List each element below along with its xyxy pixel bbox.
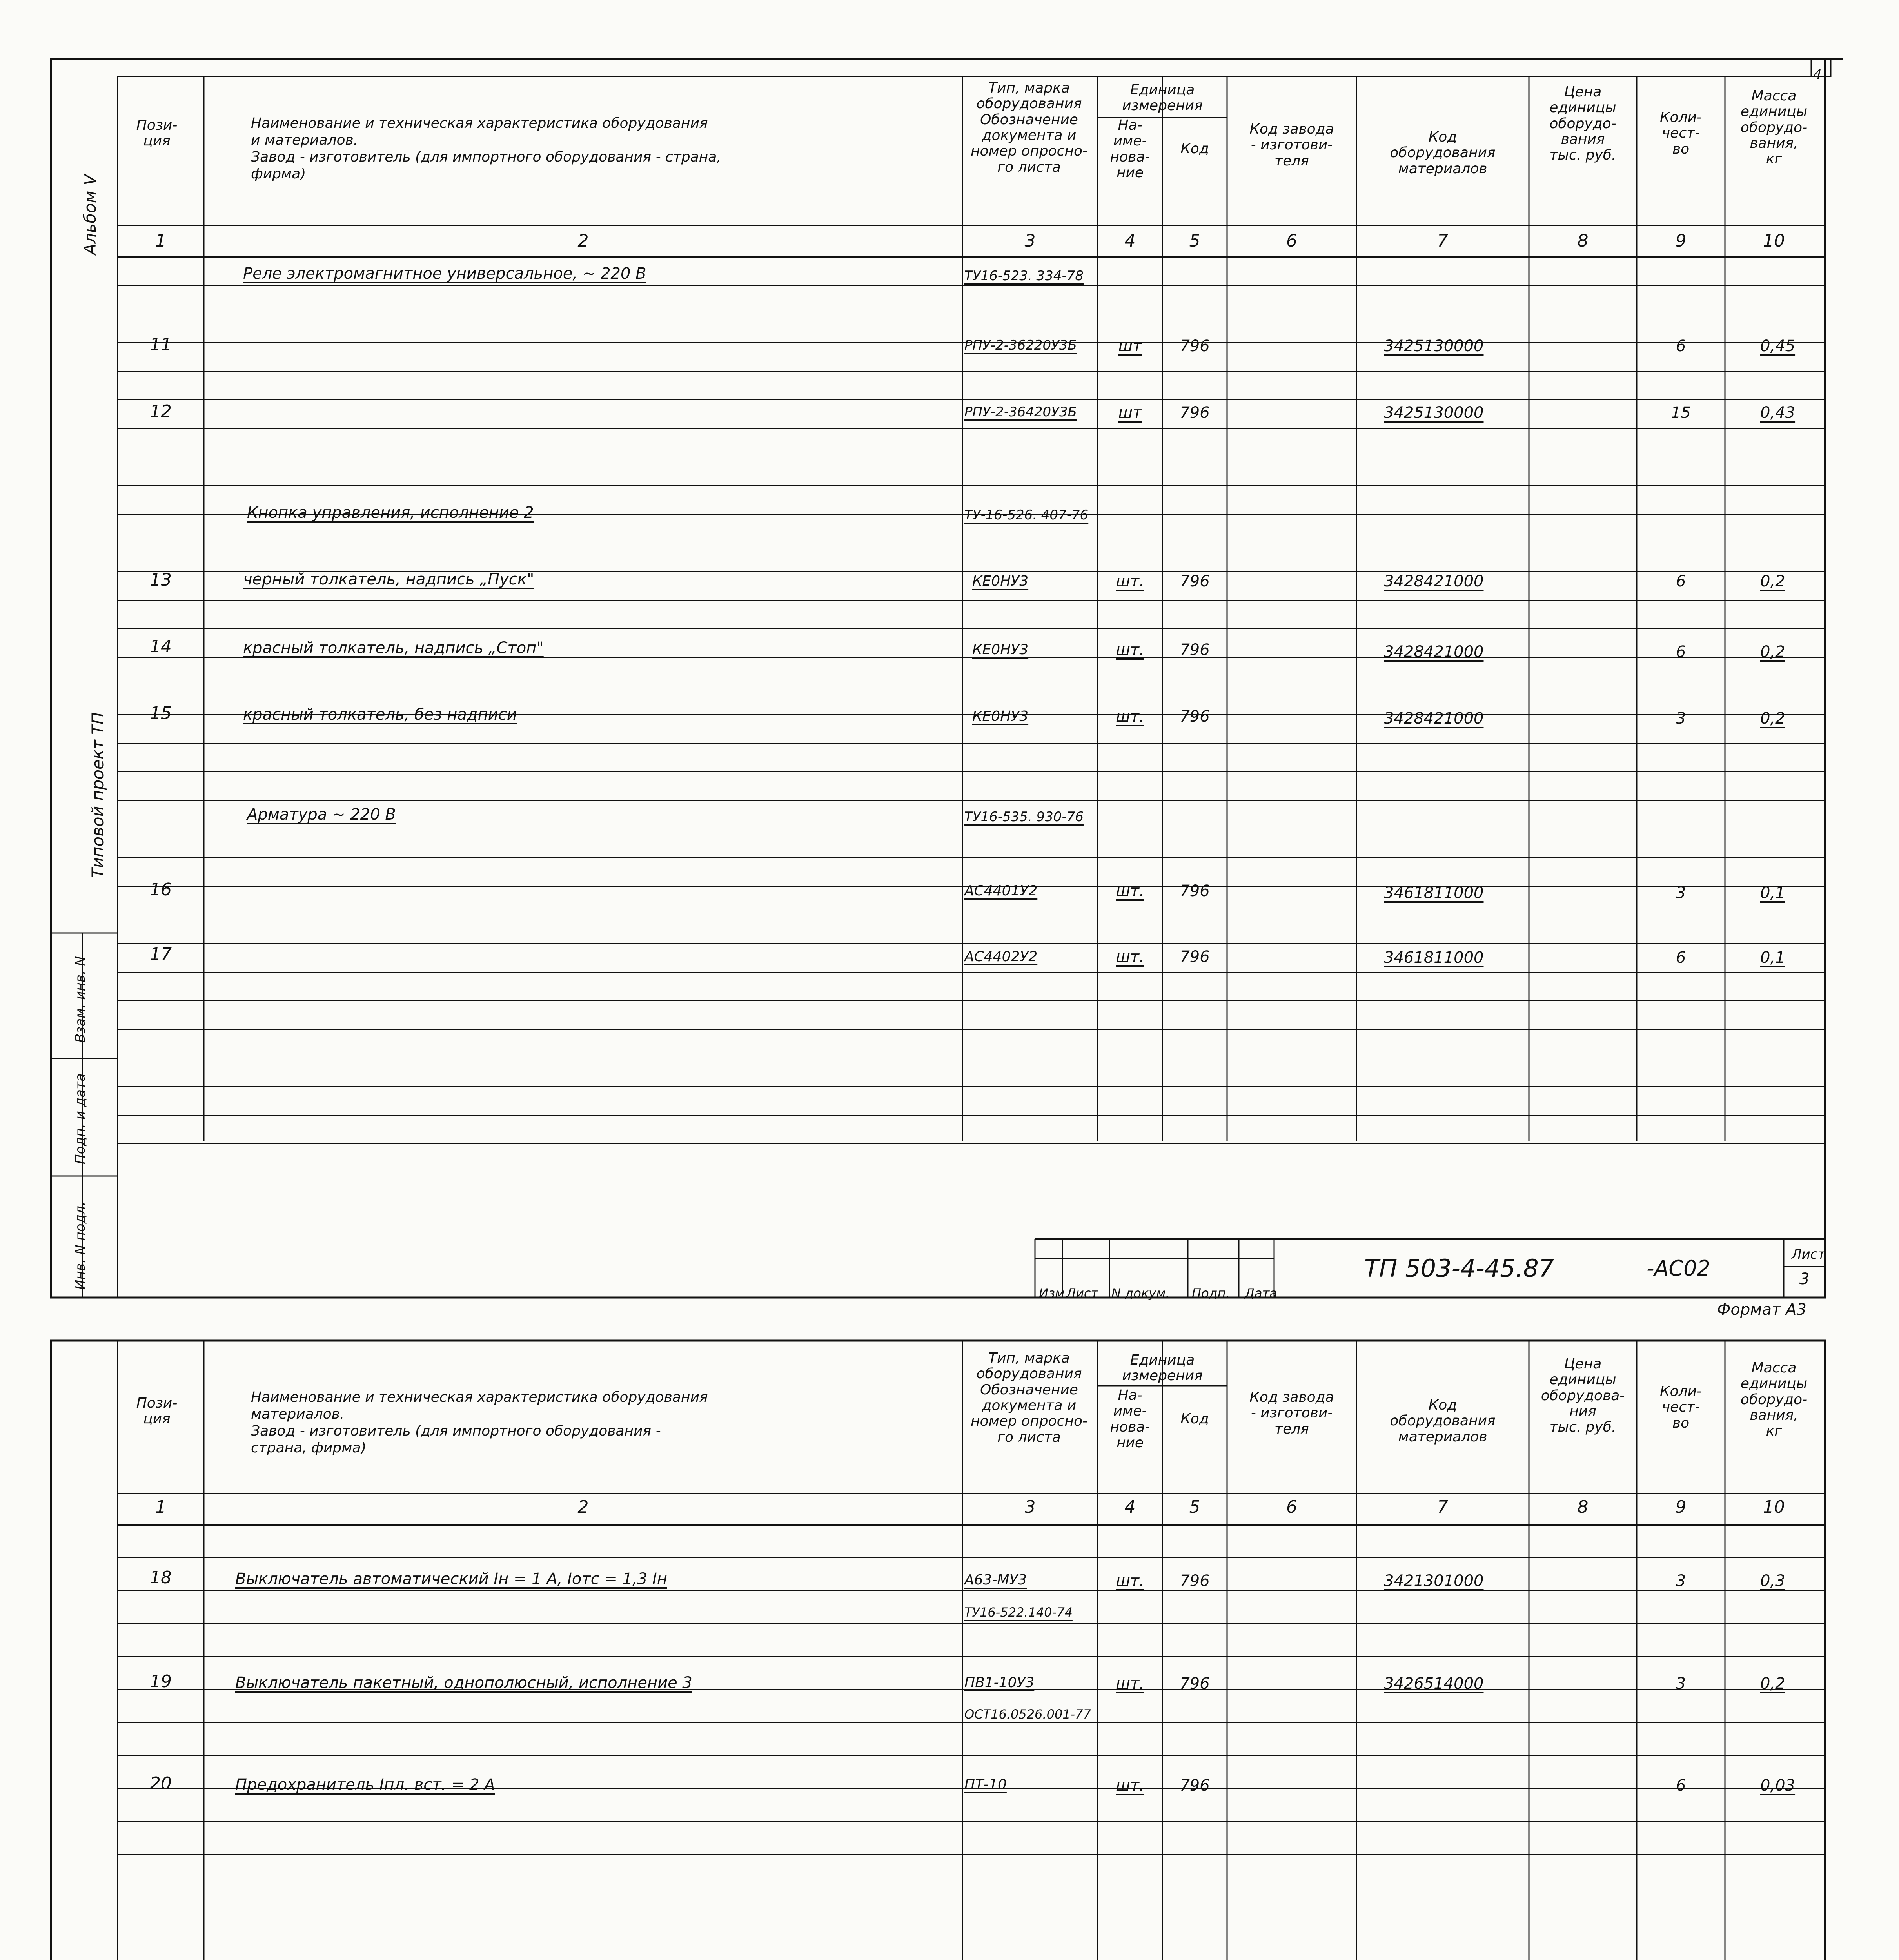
header-type: Тип, марка оборудования Обозначение документа и номер опросно- го листа bbox=[971, 80, 1087, 175]
col-number-10: 10 bbox=[1763, 231, 1785, 251]
col-number-6: 6 bbox=[1286, 231, 1297, 251]
col2-number-2: 2 bbox=[577, 1497, 589, 1517]
row-20-quantity: 6 bbox=[1676, 1777, 1686, 1795]
row-17-code: 796 bbox=[1180, 948, 1210, 966]
header2-name-line4: страна, фирма) bbox=[251, 1440, 367, 1456]
row-15-code: 796 bbox=[1180, 708, 1210, 726]
col-number-8: 8 bbox=[1577, 231, 1589, 251]
col2-number-8: 8 bbox=[1577, 1497, 1589, 1517]
header-factory-code: Код завода - изготови- теля bbox=[1249, 121, 1334, 169]
row-12-equip-code: 3425130000 bbox=[1384, 404, 1484, 422]
row-20-code: 796 bbox=[1180, 1777, 1210, 1795]
row-16-equip-code: 3461811000 bbox=[1384, 884, 1484, 902]
row-19-equip-code: 3426514000 bbox=[1384, 1675, 1484, 1693]
format-label-1: Формат А3 bbox=[1717, 1301, 1806, 1319]
row-18-quantity: 3 bbox=[1676, 1572, 1686, 1590]
row-14-mass: 0,2 bbox=[1760, 643, 1785, 661]
row-18-position: 18 bbox=[150, 1568, 172, 1588]
group-doc-button: ТУ-16-526. 407-76 bbox=[964, 507, 1089, 523]
header2-position: Пози- ция bbox=[136, 1395, 178, 1427]
row-20-position: 20 bbox=[150, 1773, 172, 1793]
header2-unit-code: Код bbox=[1180, 1411, 1209, 1427]
row-19-mass: 0,2 bbox=[1760, 1675, 1785, 1693]
row-17-equip-code: 3461811000 bbox=[1384, 949, 1484, 967]
header2-unit-name: На- име- нова- ние bbox=[1110, 1387, 1150, 1451]
doc-code-1: ТП 503-4-45.87 bbox=[1364, 1254, 1554, 1283]
row-15-equip-code: 3428421000 bbox=[1384, 710, 1484, 728]
row-17-position: 17 bbox=[150, 944, 172, 964]
row-13-type: КЕ0НУ3 bbox=[972, 573, 1029, 589]
row-12-code: 796 bbox=[1180, 404, 1210, 422]
header-name-line2: и материалов. bbox=[251, 132, 358, 148]
header-name-line4: фирма) bbox=[251, 166, 306, 182]
header-name-line3: Завод - изготовитель (для импортного оборудования - страна, bbox=[251, 149, 721, 165]
row-19-name: Выключатель пакетный, однополюсный, исполнение 3 bbox=[235, 1674, 692, 1692]
header2-name-line2: материалов. bbox=[251, 1406, 345, 1422]
row-19-type: ПВ1-10У3 bbox=[964, 1675, 1035, 1691]
stamp-replace-inv: Взам. инв. N bbox=[73, 956, 88, 1043]
row-11-position: 11 bbox=[150, 335, 172, 355]
tb1-label-sheet: Лист bbox=[1066, 1286, 1098, 1301]
stamp-sign-date: Подп. и дата bbox=[73, 1073, 88, 1164]
row-19-doc: ОСТ16.0526.001-77 bbox=[964, 1707, 1091, 1722]
group-doc-armature: ТУ16-535. 930-76 bbox=[964, 809, 1084, 825]
row-16-code: 796 bbox=[1180, 882, 1210, 900]
row-19-code: 796 bbox=[1180, 1675, 1210, 1693]
row-13-unit: шт. bbox=[1116, 572, 1144, 590]
row-12-unit: шт bbox=[1118, 404, 1142, 422]
row-14-name: красный толкатель, надпись „Стоп" bbox=[243, 639, 544, 657]
header-name-line1: Наименование и техническая характеристика оборудования bbox=[251, 115, 708, 131]
tb1-label-date: Дата bbox=[1245, 1286, 1277, 1301]
row-13-code: 796 bbox=[1180, 572, 1210, 590]
row-20-type: ПТ-10 bbox=[964, 1777, 1007, 1793]
header2-factory-code: Код завода - изготови- теля bbox=[1249, 1389, 1334, 1437]
row-18-unit: шт. bbox=[1116, 1572, 1144, 1590]
row-16-quantity: 3 bbox=[1676, 884, 1686, 902]
header2-type: Тип, марка оборудования Обозначение документа и номер опросно- го листа bbox=[971, 1350, 1087, 1445]
row-16-unit: шт. bbox=[1116, 882, 1144, 900]
row-14-type: КЕ0НУ3 bbox=[972, 642, 1029, 658]
group-title-button: Кнопка управления, исполнение 2 bbox=[247, 504, 534, 522]
stamp-inv-original: Инв. N подл. bbox=[73, 1201, 88, 1290]
col-number-2: 2 bbox=[577, 231, 589, 251]
col2-number-9: 9 bbox=[1675, 1497, 1687, 1517]
row-14-quantity: 6 bbox=[1676, 643, 1686, 661]
header-unit-code: Код bbox=[1180, 141, 1209, 157]
col2-number-5: 5 bbox=[1189, 1497, 1200, 1517]
row-19-quantity: 3 bbox=[1676, 1675, 1686, 1693]
col-number-5: 5 bbox=[1189, 231, 1200, 251]
header2-equipment-code: Код оборудования материалов bbox=[1390, 1397, 1496, 1445]
row-16-type: АС4401У2 bbox=[964, 883, 1038, 899]
col-number-7: 7 bbox=[1437, 231, 1448, 251]
corner-number: 4 bbox=[1813, 67, 1822, 83]
row-15-type: КЕ0НУ3 bbox=[972, 708, 1029, 724]
group-title-relay: Реле электромагнитное универсальное, ~ 220 В bbox=[243, 265, 646, 283]
header2-mass: Масса единицы оборудо- вания, кг bbox=[1740, 1360, 1808, 1439]
row-18-mass: 0,3 bbox=[1760, 1572, 1785, 1590]
row-12-position: 12 bbox=[150, 401, 172, 421]
row-11-type: РПУ-2-36220У3Б bbox=[964, 338, 1077, 353]
header2-unit-group: Единица измерения bbox=[1122, 1352, 1203, 1384]
row-20-name: Предохранитель Iпл. вст. = 2 А bbox=[235, 1776, 495, 1794]
row-19-position: 19 bbox=[150, 1671, 172, 1691]
row-16-position: 16 bbox=[150, 880, 172, 900]
row-14-code: 796 bbox=[1180, 641, 1210, 659]
group-title-armature: Арматура ~ 220 В bbox=[247, 806, 396, 824]
col2-number-10: 10 bbox=[1763, 1497, 1785, 1517]
col-number-4: 4 bbox=[1124, 231, 1136, 251]
header2-price: Цена единицы оборудова- ния тыс. руб. bbox=[1541, 1356, 1625, 1436]
row-13-equip-code: 3428421000 bbox=[1384, 572, 1484, 590]
row-15-name: красный толкатель, без надписи bbox=[243, 706, 517, 724]
doc-code-suffix-1: -АС02 bbox=[1647, 1256, 1710, 1281]
tb1-label-sign: Подп. bbox=[1192, 1286, 1230, 1301]
col2-number-3: 3 bbox=[1024, 1497, 1036, 1517]
row-12-mass: 0,43 bbox=[1760, 404, 1796, 422]
row-18-equip-code: 3421301000 bbox=[1384, 1572, 1484, 1590]
typical-project-label: Типовой проект ТП bbox=[88, 712, 107, 878]
header-mass: Масса единицы оборудо- вания, кг bbox=[1740, 88, 1808, 167]
header-quantity: Коли- чест- во bbox=[1660, 109, 1702, 157]
row-11-mass: 0,45 bbox=[1760, 337, 1796, 355]
col2-number-7: 7 bbox=[1437, 1497, 1448, 1517]
header-unit-group: Единица измерения bbox=[1122, 82, 1203, 114]
row-17-type: АС4402У2 bbox=[964, 949, 1038, 965]
row-11-code: 796 bbox=[1180, 337, 1210, 355]
sheet-label-1: Лист bbox=[1792, 1247, 1826, 1262]
header2-name-line3: Завод - изготовитель (для импортного оборудования - bbox=[251, 1423, 661, 1439]
row-16-mass: 0,1 bbox=[1760, 884, 1785, 902]
row-12-type: РПУ-2-36420У3Б bbox=[964, 404, 1077, 420]
header-unit-name: На- име- нова- ние bbox=[1110, 117, 1150, 181]
row-15-mass: 0,2 bbox=[1760, 710, 1785, 728]
group-doc-relay: ТУ16-523. 334-78 bbox=[964, 268, 1084, 284]
tb1-label-docnum: N докум. bbox=[1111, 1286, 1170, 1301]
row-13-mass: 0,2 bbox=[1760, 572, 1785, 590]
row-20-mass: 0,03 bbox=[1760, 1777, 1796, 1795]
header-position: Пози- ция bbox=[136, 117, 178, 149]
header2-name-line1: Наименование и техническая характеристика оборудования bbox=[251, 1389, 708, 1405]
row-13-name: черный толкатель, надпись „Пуск" bbox=[243, 570, 534, 588]
row-17-unit: шт. bbox=[1116, 948, 1144, 966]
header2-quantity: Коли- чест- во bbox=[1660, 1383, 1702, 1431]
row-15-unit: шт. bbox=[1116, 708, 1144, 726]
col2-number-6: 6 bbox=[1286, 1497, 1297, 1517]
tb1-label-change: Изм bbox=[1039, 1286, 1065, 1301]
row-11-equip-code: 3425130000 bbox=[1384, 337, 1484, 355]
row-18-name: Выключатель автоматический Iн = 1 А, Iотс = 1,3 Iн bbox=[235, 1570, 667, 1588]
row-13-position: 13 bbox=[150, 570, 172, 590]
sheet-number-1: 3 bbox=[1799, 1270, 1810, 1288]
row-13-quantity: 6 bbox=[1676, 572, 1686, 590]
row-14-equip-code: 3428421000 bbox=[1384, 643, 1484, 661]
row-15-quantity: 3 bbox=[1676, 710, 1686, 728]
row-18-doc: ТУ16-522.140-74 bbox=[964, 1605, 1073, 1620]
header-price: Цена единицы оборудо- вания тыс. руб. bbox=[1549, 84, 1616, 163]
col2-number-1: 1 bbox=[155, 1497, 166, 1517]
row-17-mass: 0,1 bbox=[1760, 949, 1785, 967]
row-20-unit: шт. bbox=[1116, 1777, 1144, 1795]
row-18-code: 796 bbox=[1180, 1572, 1210, 1590]
row-12-quantity: 15 bbox=[1671, 404, 1691, 422]
row-11-quantity: 6 bbox=[1676, 337, 1686, 355]
row-17-quantity: 6 bbox=[1676, 949, 1686, 967]
album-label: Альбом V bbox=[80, 174, 100, 255]
col-number-3: 3 bbox=[1024, 231, 1036, 251]
row-18-type: А63-МУ3 bbox=[964, 1572, 1027, 1588]
col-number-1: 1 bbox=[155, 231, 166, 251]
row-11-unit: шт bbox=[1118, 337, 1142, 355]
row-19-unit: шт. bbox=[1116, 1675, 1144, 1693]
row-15-position: 15 bbox=[150, 703, 172, 723]
col2-number-4: 4 bbox=[1124, 1497, 1136, 1517]
row-14-position: 14 bbox=[150, 637, 172, 657]
row-14-unit: шт. bbox=[1116, 641, 1144, 659]
col-number-9: 9 bbox=[1675, 231, 1687, 251]
header-equipment-code: Код оборудования материалов bbox=[1390, 129, 1496, 177]
